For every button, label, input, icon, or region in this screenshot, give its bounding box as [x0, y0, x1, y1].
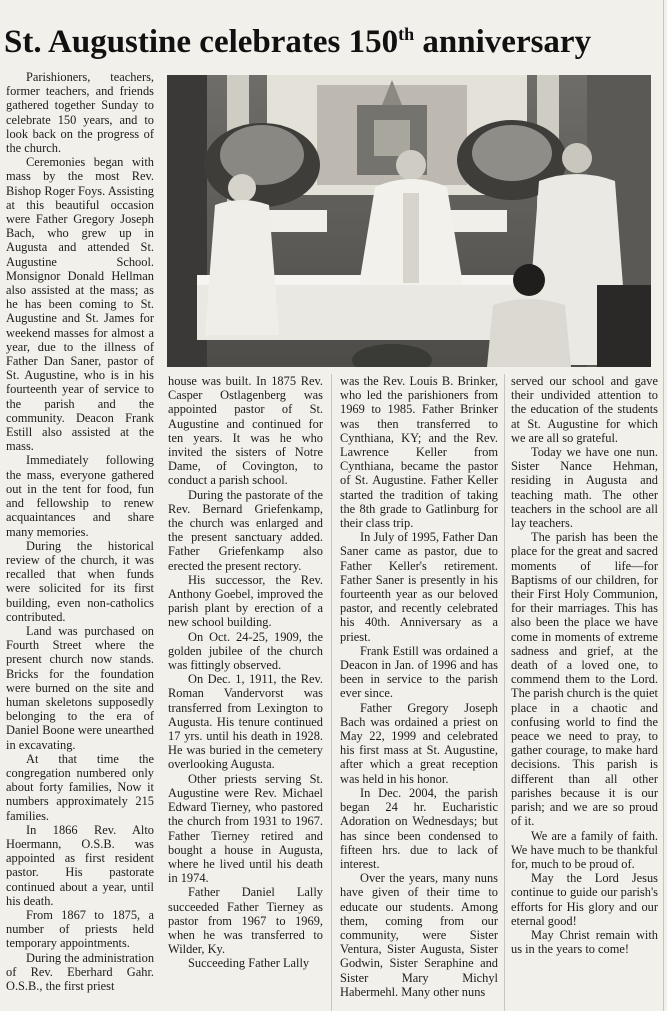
paragraph: served our school and gave their undivided attention to the education of the students at St. Augustine for which we are all so grateful.	[511, 374, 658, 445]
paragraph: May Christ remain with us in the years to come!	[511, 927, 658, 957]
paragraph: We are a family of faith. We have much to be thankful for, much to be proud of.	[511, 828, 658, 871]
paragraph: On Dec. 1, 1911, the Rev. Roman Vandervorst was transferred from Lexington to Augusta. His tenure continued 17 yrs. until his death in 1928. He was buried in the cemetery overlooking Augusta.	[168, 672, 323, 772]
article-column-1	[6, 70, 154, 1011]
paragraph: At that time the congregation numbered only about forty families, Now it numbers approximately 215 families.	[6, 751, 154, 823]
paragraph: In Dec. 2004, the parish began 24 hr. Eucharistic Adoration on Wednesdays; but has since been condensed to fifteen hrs. due to lack of interest.	[340, 785, 498, 871]
page-edge-line	[663, 0, 664, 1011]
paragraph: During the pastorate of the Rev. Bernard Griefenkamp, the church was enlarged and the present sanctuary added. Father Griefenkamp also erected the present rectory.	[168, 487, 323, 573]
paragraph: On Oct. 24-25, 1909, the golden jubilee of the church was fittingly observed.	[168, 629, 323, 673]
paragraph: Father Gregory Joseph Bach was ordained a priest on May 22, 1999 and celebrated his first mass at St. Augustine, after which a great reception was held in his honor.	[340, 700, 498, 786]
paragraph: Frank Estill was ordained a Deacon in Jan. of 1996 and has been in service to the parish ever since.	[340, 643, 498, 701]
paragraph: His successor, the Rev. Anthony Goebel, improved the parish plant by erection of a new school building.	[168, 572, 323, 630]
paragraph: Immediately following the mass, everyone gathered out in the tent for food, fun and fellowship to renew acquaintances and share many memories.	[6, 453, 154, 539]
paragraph: Land was purchased on Fourth Street where the present church now stands. Bricks for the foundation were burned on the site and human skeletons supposedly belonging to the era of Daniel Boone were unearthed in excavating.	[6, 623, 154, 752]
paragraph: The parish has been the place for the great and sacred moments of life—for Baptisms of our children, for their First Holy Communion, for their marriages. This has also been the place we have come in moments of extreme sadness and grief, at the death of a loved one, to commend them to the Lord. The parish church is the quiet place in a chaotic and confusing world to find the peace we need to pray, to gather courage, to make hard decisions. This parish is different than all other parishes because it is our parish; and we are so proud of it.	[511, 530, 658, 829]
paragraph: In 1866 Rev. Alto Hoermann, O.S.B. was appointed as first resident pastor. His pastorate continued about a year, until his death.	[6, 822, 154, 908]
paragraph: During the administration of Rev. Eberhard Gahr. O.S.B., the first priest	[6, 950, 154, 993]
paragraph: In July of 1995, Father Dan Saner came as pastor, due to Father Keller's retirement. Father Saner is presently in his fourteenth year as our beloved pastor, and recently celebrated his 40th. Anniversary as a priest.	[340, 530, 498, 644]
headline	[4, 22, 664, 62]
paragraph: During the historical review of the church, it was recalled that when funds were solicited for its first building, even non-catholics contributed.	[6, 538, 154, 624]
paragraph: Today we have one nun. Sister Nance Hehman, residing in Augusta and teaching math. The other teachers in the school are all lay teachers.	[511, 445, 658, 531]
paragraph: Father Daniel Lally succeeded Father Tierney as pastor from 1967 to 1969, when he was transferred to Wilder, Ky.	[168, 885, 323, 957]
paragraph: May the Lord Jesus continue to guide our parish's efforts for His glory and our eternal good!	[511, 871, 658, 928]
paragraph: was the Rev. Louis B. Brinker, who led the parishioners from 1969 to 1985. Father Brinker was then transferred to Cynthiana, KY; and the Rev. Lawrence Keller from Cynthiana, became the pastor of St. Augustine. Father Keller started the tradition of taking the 8th grade to Gatlinburg for their class trip.	[340, 374, 498, 531]
paragraph: From 1867 to 1875, a number of priests held temporary appointments.	[6, 907, 154, 951]
column-divider	[331, 374, 332, 1011]
church-mass-photo	[167, 75, 651, 367]
headline-superscript: th	[398, 24, 415, 44]
paragraph: house was built. In 1875 Rev. Casper Ostlagenberg was appointed pastor of St. Augustine and continued for ten years. It was he who invited the sisters of Notre Dame, of Covington, to conduct a parish school.	[168, 374, 323, 488]
article-column-3	[340, 374, 498, 1011]
paragraph: Parishioners, teachers, former teachers, and friends gathered together Sunday to celebrate 150 years, and to look back on the progress of the church.	[6, 70, 154, 156]
paragraph: Other priests serving St. Augustine were Rev. Michael Edward Tierney, who pastored the church from 1931 to 1967. Father Tierney retired and bought a house in Augusta, where he lived until his death in 1974.	[168, 771, 323, 886]
paragraph: Succeeding Father Lally	[188, 956, 310, 971]
article-column-2	[168, 374, 323, 1011]
paragraph: Over the years, many nuns have given of their time to educate our students. Among them, coming from our community, were Sister Ventura, Sister Augusta, Sister Godwin, Sister Seraphine and Sister Mary Michyl Habermehl. Many other nuns	[340, 871, 498, 999]
paragraph: Ceremonies began with mass by the most Rev. Bishop Roger Foys. Assisting at this beautiful occasion were Father Gregory Joseph Bach, who grew up in Augusta and attended St. Augustine School. Monsignor Donald Hellman also assisted at the mass; as he has been coming to St. Augustine and St. James for weekend masses for almost a year, due to the illness of Father Dan Saner, pastor of St. Augustine, who is in his fourteenth year of service to the parish and the community. Deacon Frank Estill also assisted at the mass.	[6, 155, 154, 454]
headline-text: St. Augustine celebrates 150	[4, 24, 399, 60]
photo-illustration	[167, 75, 651, 367]
headline-tail: anniversary	[414, 24, 592, 60]
article-column-4	[511, 374, 658, 1011]
column-divider	[504, 374, 505, 1011]
